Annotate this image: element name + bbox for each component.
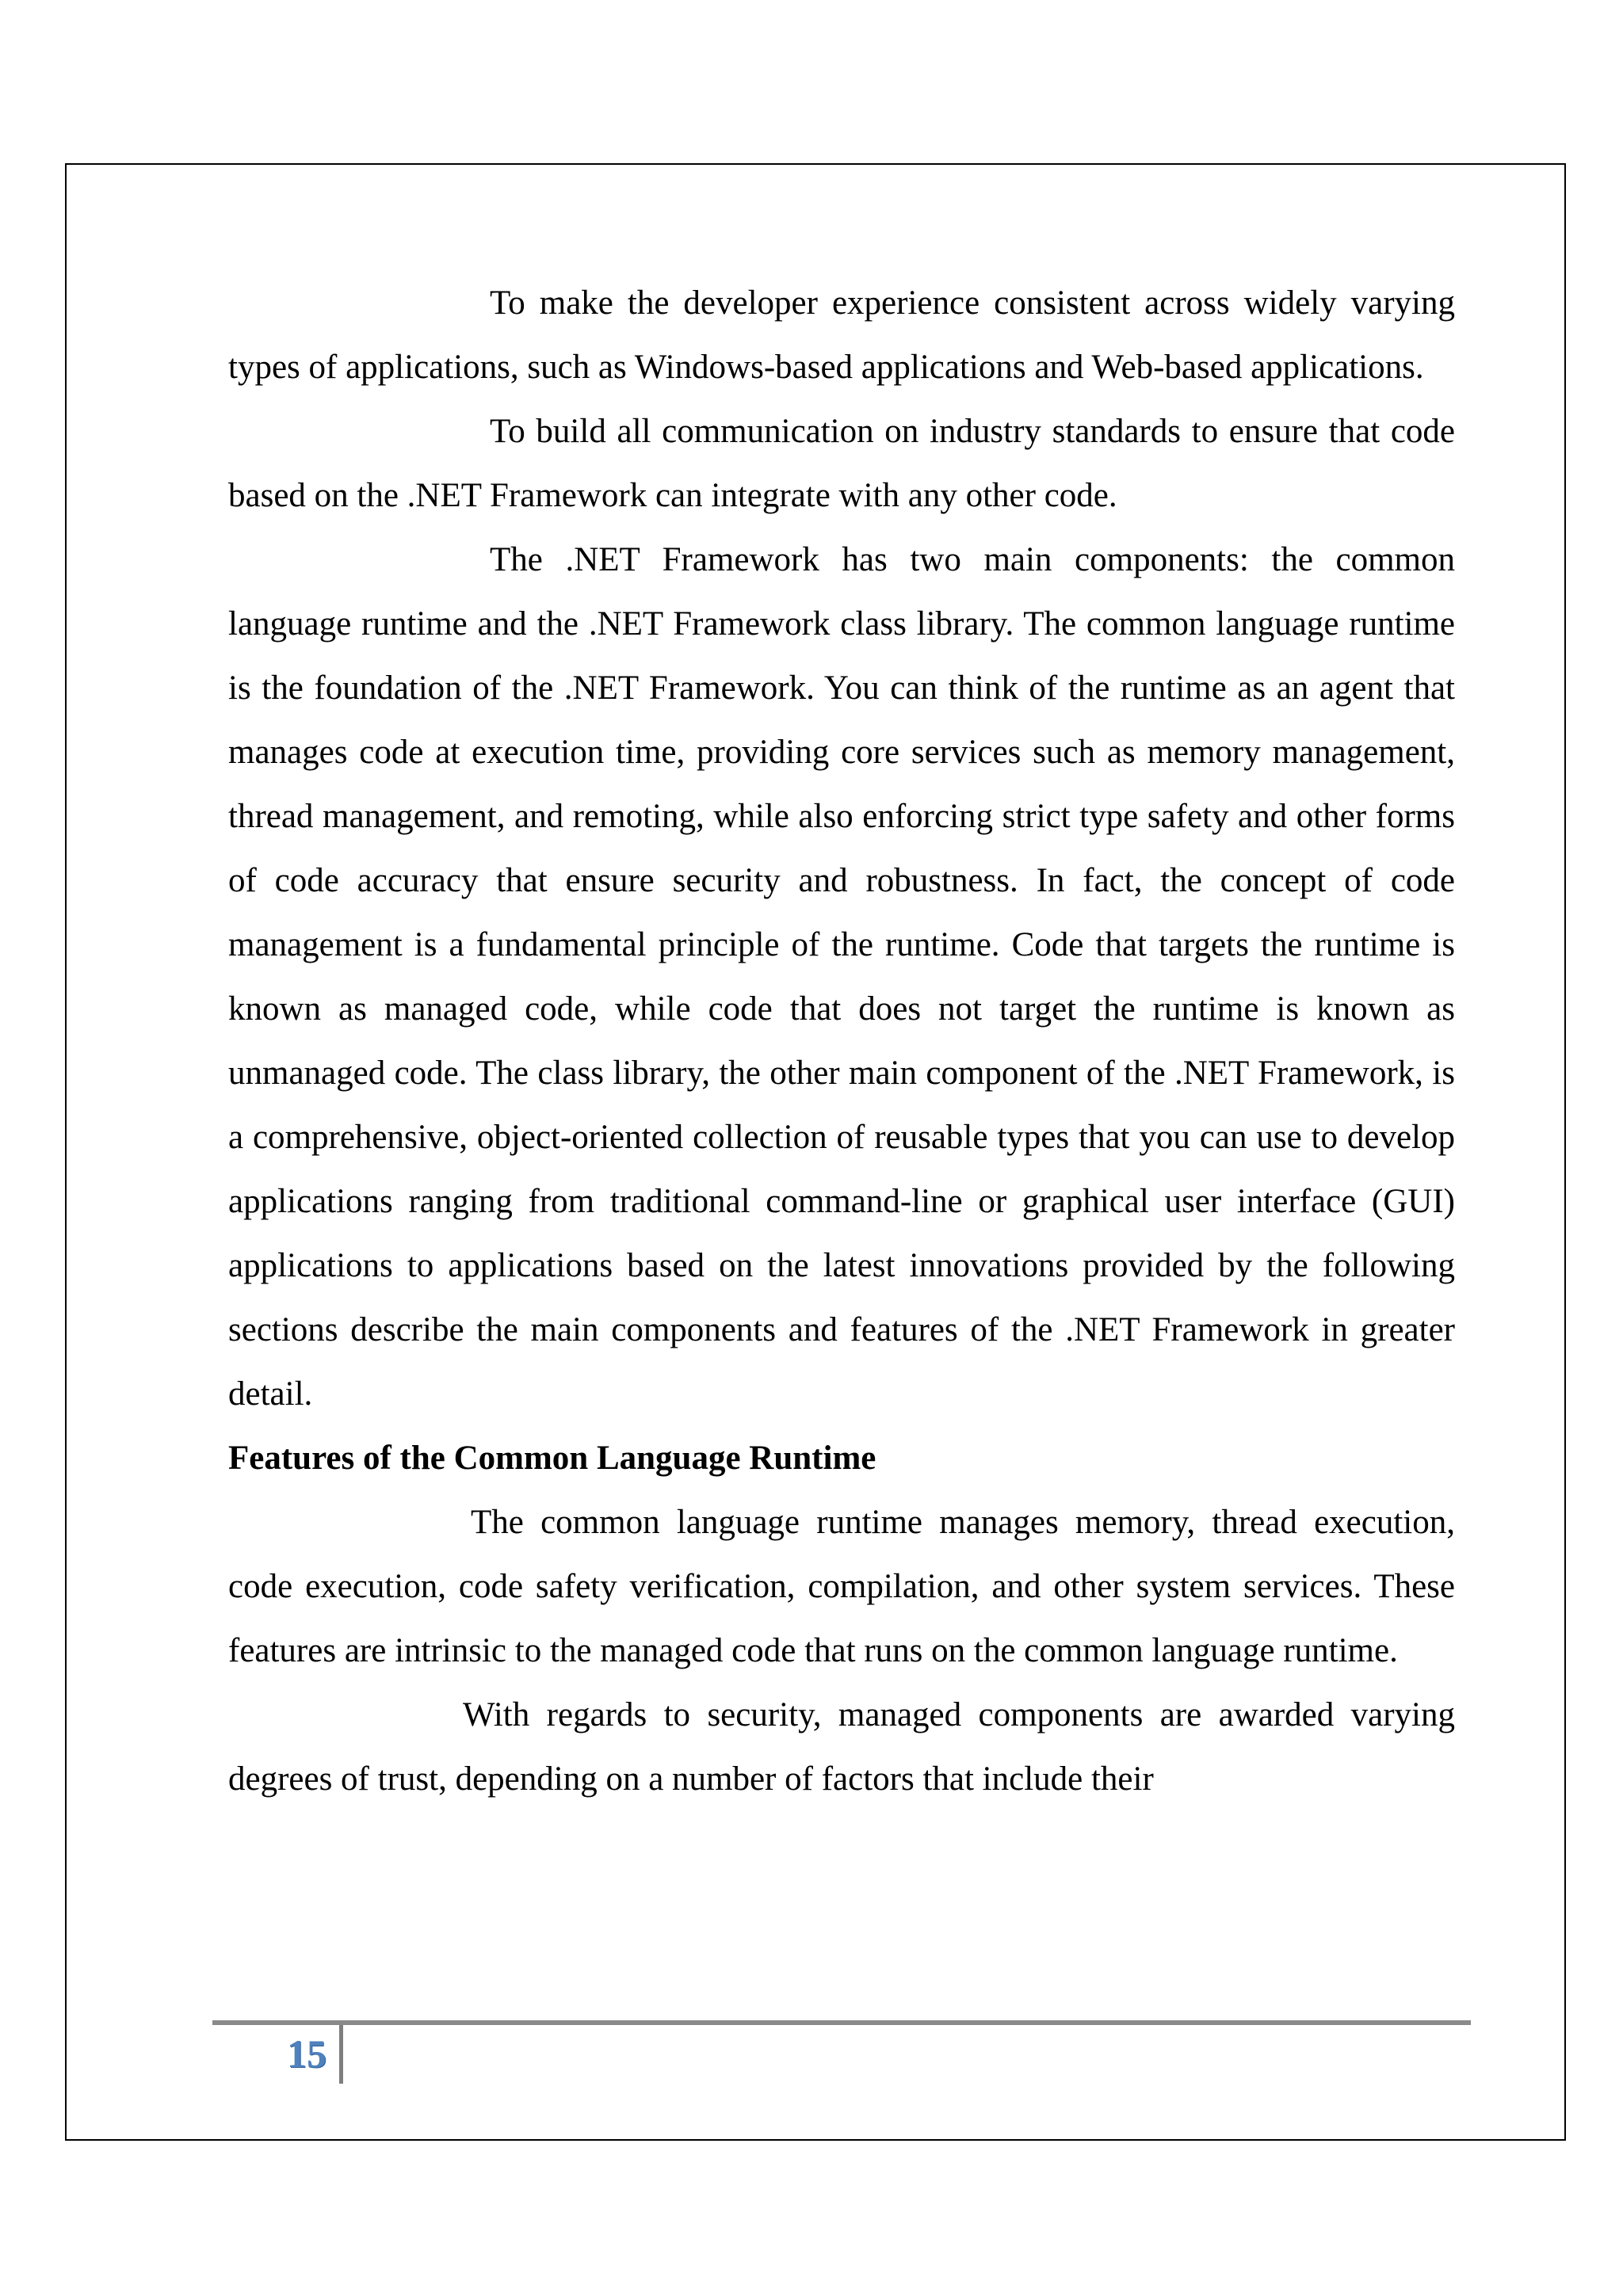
paragraph-clr-manages: The common language runtime manages memory, thread execution, code execution, code safety verification, compilation, and other system services. These features are intrinsic to the managed code that runs on the common language runtime.	[228, 1504, 1455, 1669]
page-number: 15	[287, 2031, 327, 2076]
page-number-divider	[339, 2025, 343, 2084]
section-heading-clr-features: Features of the Common Language Runtime	[228, 1440, 876, 1477]
paragraph-security-trust: With regards to security, managed components are awarded varying degrees of trust, depending on a number of factors that include their	[228, 1696, 1455, 1798]
paragraph-consistent-experience: To make the developer experience consistent across widely varying types of applications, such as Windows-based applications and Web-based applications.	[228, 284, 1455, 386]
paragraph-industry-standards: To build all communication on industry standards to ensure that code based on the .NET Framework can integrate with any other code.	[228, 413, 1455, 514]
footer-rule	[212, 2020, 1471, 2025]
document-body	[228, 271, 1455, 1811]
paragraph-framework-components: The .NET Framework has two main components: the common language runtime and the .NET Framework class library. The common language runtime is the foundation of the .NET Framework. You can think of the runtime as an agent that manages code at execution time, providing core services such as memory management, thread management, and remoting, while also enforcing strict type safety and other forms of code accuracy that ensure security and robustness. In fact, the concept of code management is a fundamental principle of the runtime. Code that targets the runtime is known as managed code, while code that does not target the runtime is known as unmanaged code. The class library, the other main component of the .NET Framework, is a comprehensive, object-oriented collection of reusable types that you can use to develop applications ranging from traditional command-line or graphical user interface (GUI) applications to applications based on the latest innovations provided by the following sections describe the main components and features of the .NET Framework in greater detail.	[228, 541, 1455, 1413]
